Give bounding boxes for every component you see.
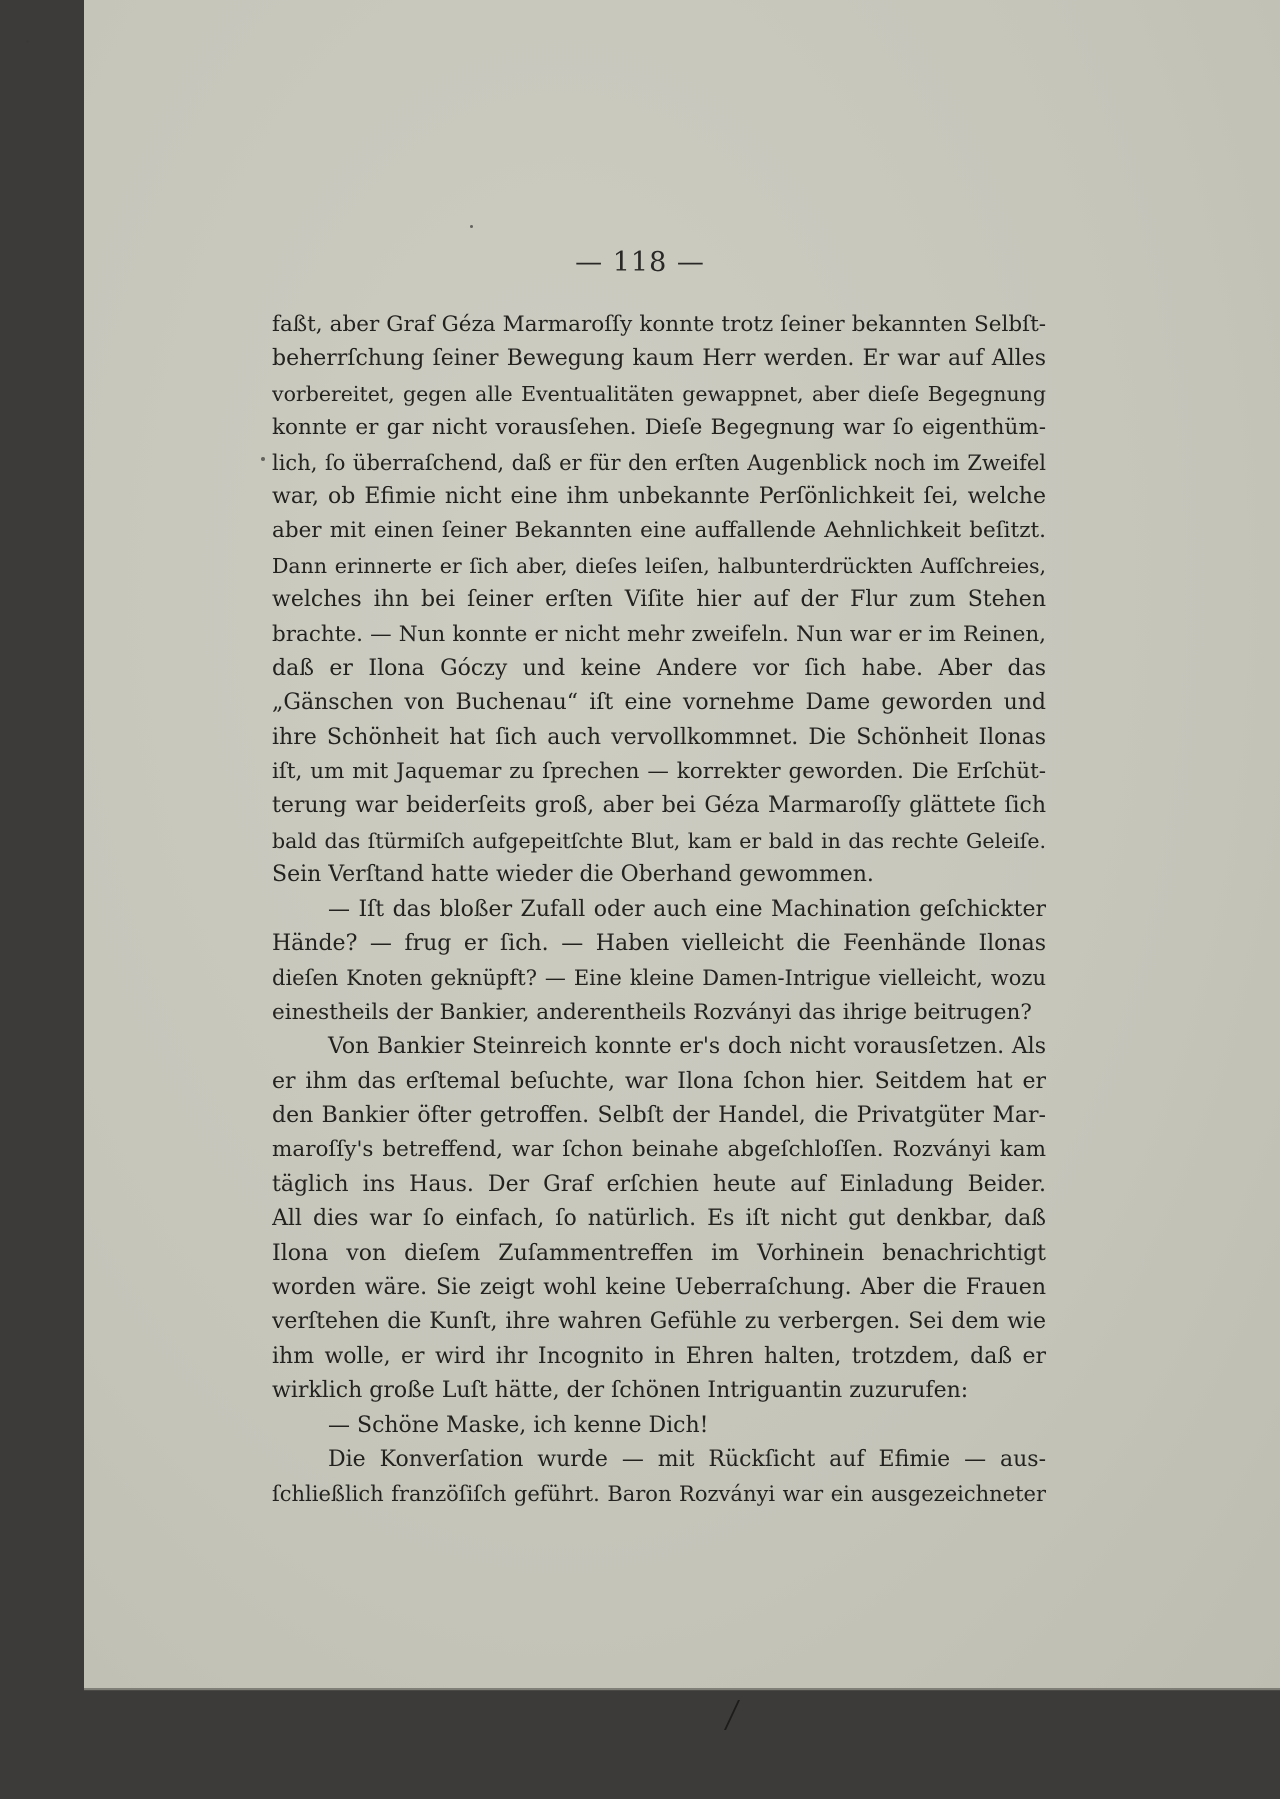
text-line: daß er Ilona Góczy und keine Andere vor ſich habe. Aber das xyxy=(272,655,1046,681)
text-line: maroſſy's betreffend, war ſchon beinahe abgeſchloſſen. Rozványi kam xyxy=(272,1137,1046,1163)
text-line: Dann erinnerte er ſich aber, dieſes leiſen, halbunterdrückten Aufſchreies, xyxy=(272,553,1046,578)
text-line: lich, ſo überraſchend, daß er für den erſten Augenblick noch im Zweifel xyxy=(272,450,1046,475)
text-line: — Iſt das bloßer Zufall oder auch eine Machination geſchickter xyxy=(328,896,1046,922)
text-line: Die Konverſation wurde — mit Rückſicht auf Efimie — aus- xyxy=(328,1446,1046,1472)
text-line: täglich ins Haus. Der Graf erſchien heute auf Einladung Beider. xyxy=(272,1171,1046,1197)
text-line: aber mit einen ſeiner Bekannten eine auffallende Aehnlichkeit beſitzt. xyxy=(272,518,1046,544)
page-tear-mark xyxy=(706,1700,740,1730)
text-line: terung war beiderſeits groß, aber bei Géza Marmaroſſy glättete ſich xyxy=(272,793,1046,819)
text-line: welches ihn bei ſeiner erſten Viſite hier auf der Flur zum Stehen xyxy=(272,587,1046,613)
text-line: worden wäre. Sie zeigt wohl keine Ueberraſchung. Aber die Frauen xyxy=(272,1274,1046,1300)
text-line: ſchließlich franzöſiſch geführt. Baron Rozványi war ein ausgezeichneter xyxy=(272,1482,1046,1507)
text-line: er ihm das erſtemal beſuchte, war Ilona ſchon hier. Seitdem hat er xyxy=(272,1068,1046,1094)
text-line: brachte. — Nun konnte er nicht mehr zweifeln. Nun war er im Reinen, xyxy=(272,621,1046,647)
text-line: konnte er gar nicht vorausſehen. Dieſe Begegnung war ſo eigenthüm- xyxy=(272,415,1046,441)
page-number: — 118 — xyxy=(575,247,705,278)
text-line: All dies war ſo einfach, ſo natürlich. Es iſt nicht gut denkbar, daß xyxy=(272,1206,1046,1232)
text-line: Hände? — frug er ſich. — Haben vielleicht die Feenhände Ilonas xyxy=(272,931,1046,957)
text-line: faßt, aber Graf Géza Marmaroſſy konnte trotz ſeiner bekannten Selbſt- xyxy=(272,312,1046,337)
body-text xyxy=(272,308,1046,1512)
text-line: beherrſchung ſeiner Bewegung kaum Herr werden. Er war auf Alles xyxy=(272,346,1046,372)
text-line: „Gänschen von Buchenau“ iſt eine vornehme Dame geworden und xyxy=(272,690,1046,716)
text-line: ihm wolle, er wird ihr Incognito in Ehren halten, trotzdem, daß er xyxy=(272,1343,1046,1369)
text-line: den Bankier öfter getroffen. Selbſt der Handel, die Privatgüter Mar- xyxy=(272,1102,1046,1128)
text-line: — Schöne Maske, ich kenne Dich! xyxy=(328,1412,709,1438)
text-line: Sein Verſtand hatte wieder die Oberhand gewommen. xyxy=(272,862,874,888)
text-line: Von Bankier Steinreich konnte er's doch nicht vorausſetzen. Als xyxy=(328,1034,1046,1060)
text-line: dieſen Knoten geknüpft? — Eine kleine Damen-Intrigue vielleicht, wozu xyxy=(272,966,1046,991)
text-line: war, ob Efimie nicht eine ihm unbekannte Perſönlichkeit ſei, welche xyxy=(272,483,1046,509)
text-line: wirklich große Luſt hätte, der ſchönen Intriguantin zuzurufen: xyxy=(272,1378,969,1404)
text-line: Ilona von dieſem Zuſammentreffen im Vorhinein benachrichtigt xyxy=(272,1240,1046,1266)
page-edge xyxy=(84,1688,1280,1691)
ink-speck xyxy=(261,457,265,461)
ink-speck xyxy=(470,225,473,228)
text-line: ihre Schönheit hat ſich auch vervollkommnet. Die Schönheit Ilonas xyxy=(272,724,1046,750)
text-line: iſt, um mit Jaquemar zu ſprechen — korrekter geworden. Die Erſchüt- xyxy=(272,759,1046,785)
text-line: einestheils der Bankier, anderentheils Rozványi das ihrige beitrugen? xyxy=(272,999,1032,1025)
ink-speck xyxy=(26,40,29,43)
text-line: verſtehen die Kunſt, ihre wahren Gefühle zu verbergen. Sei dem wie xyxy=(272,1309,1046,1335)
text-line: bald das ſtürmiſch aufgepeitſchte Blut, kam er bald in das rechte Geleiſe. xyxy=(272,828,1046,853)
text-line: vorbereitet, gegen alle Eventualitäten gewappnet, aber dieſe Begegnung xyxy=(272,381,1046,406)
